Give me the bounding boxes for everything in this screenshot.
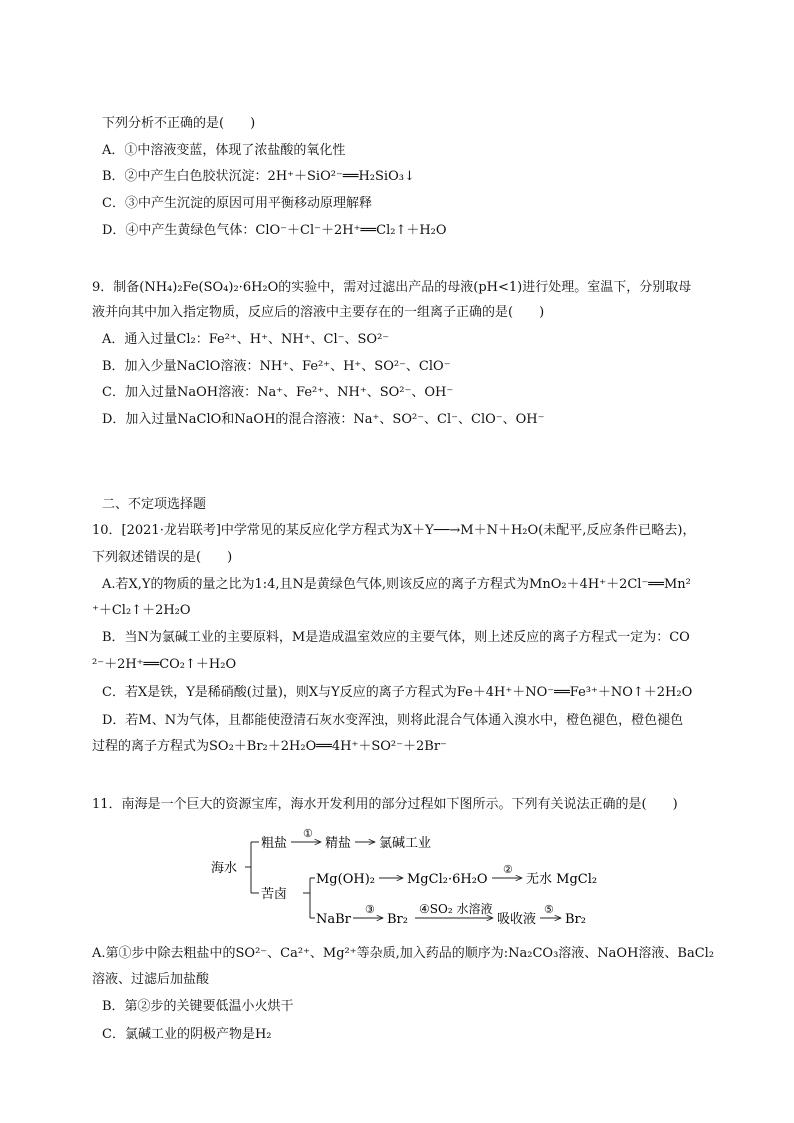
q8-option-b: B．②中产生白色胶状沉淀：2H⁺＋SiO²⁻══H₂SiO₃↓	[102, 169, 415, 184]
q8-option-a: A．①中溶液变蓝，体现了浓盐酸的氧化性	[102, 143, 346, 158]
q11-option-c: C．氯碱工业的阴极产物是H₂	[102, 1027, 272, 1042]
diagram-crude-salt: 粗盐	[261, 836, 288, 851]
diagram-step3: ③	[365, 903, 375, 916]
q9-option-a: A．通入过量Cl₂：Fe²⁺、H⁺、NH⁺、Cl⁻、SO²⁻	[102, 332, 390, 347]
q9-option-d: D．加入过量NaClO和NaOH的混合溶液：Na⁺、SO²⁻、Cl⁻、ClO⁻、OH⁻	[102, 412, 545, 427]
diagram-step2: ②	[503, 863, 513, 876]
section-title: 二、不定项选择题	[102, 497, 207, 512]
q9-option-b: B．加入少量NaClO溶液：NH⁺、Fe²⁺、H⁺、SO²⁻、ClO⁻	[102, 359, 451, 374]
q10-stem-line2: 下列叙述错误的是( )	[92, 550, 233, 565]
diagram-mgoh2: Mg(OH)₂	[316, 872, 375, 887]
diagram-anhydrous-mgcl2: 无水 MgCl₂	[526, 872, 598, 887]
q10-option-a-line1: A.若X,Y的物质的量之比为1:4,且N是黄绿色气体,则该反应的离子方程式为MnO₂＋4H⁺＋2Cl⁻══Mn²	[102, 577, 691, 592]
diagram-absorb-liquid: 吸收液	[497, 912, 537, 927]
q10-option-b-line2: ²⁻＋2H⁺══CO₂↑＋H₂O	[92, 657, 237, 672]
diagram-chlor-alkali: 氯碱工业	[379, 836, 432, 851]
diagram-mgcl2-hydrate: MgCl₂·6H₂O	[407, 872, 488, 887]
q10-stem-line1: 10．[2021·龙岩联考]中学常见的某反应化学方程式为X＋Y──→M＋N＋H₂O(未配平,反应条件已略去)，	[92, 523, 696, 538]
q8-option-d: D．④中产生黄绿色气体：ClO⁻＋Cl⁻＋2H⁺══Cl₂↑＋H₂O	[102, 223, 447, 238]
diagram-seawater: 海水	[211, 861, 238, 876]
diagram-so2-solution: ④SO₂ 水溶液	[419, 902, 493, 916]
q8-option-c: C．③中产生沉淀的原因可用平衡移动原理解释	[102, 196, 372, 211]
diagram-br2-a: Br₂	[387, 912, 408, 927]
diagram-br2-b: Br₂	[565, 912, 586, 927]
seawater-flow-diagram	[205, 822, 625, 934]
diagram-bittern: 苦卤	[261, 887, 288, 902]
q9-stem-line2: 液并向其中加入指定物质，反应后的溶液中主要存在的一组离子正确的是( )	[92, 305, 545, 320]
q10-option-c: C．若X是铁，Y是稀硝酸(过量)，则X与Y反应的离子方程式为Fe＋4H⁺＋NO⁻══Fe³⁺＋NO↑＋2H₂O	[102, 685, 693, 700]
diagram-refined-salt: 精盐	[325, 836, 352, 851]
diagram-step1: ①	[303, 827, 313, 840]
q11-option-a-line1: A.第①步中除去粗盐中的SO²⁻、Ca²⁺、Mg²⁺等杂质,加入药品的顺序为:Na₂CO₃溶液、NaOH溶液、BaCl₂	[92, 946, 715, 961]
q10-option-a-line2: ⁺＋Cl₂↑＋2H₂O	[92, 603, 191, 618]
q9-option-c: C．加入过量NaOH溶液：Na⁺、Fe²⁺、NH⁺、SO²⁻、OH⁻	[102, 385, 454, 400]
q8-stem: 下列分析不正确的是( )	[102, 116, 256, 131]
q10-option-b-line1: B．当N为氯碱工业的主要原料，M是造成温室效应的主要气体，则上述反应的离子方程式一定为：CO	[102, 630, 690, 645]
q11-option-b: B．第②步的关键要低温小火烘干	[102, 999, 294, 1014]
diagram-step5: ⑤	[544, 903, 554, 916]
q9-stem-line1: 9．制备(NH₄)₂Fe(SO₄)₂·6H₂O的实验中，需对过滤出产品的母液(pH<1)进行处理。室温下，分别取母	[92, 280, 692, 295]
diagram-nabr: NaBr	[316, 912, 351, 927]
q11-option-a-line2: 溶液、过滤后加盐酸	[92, 972, 210, 987]
q10-option-d-line1: D．若M、N为气体，且都能使澄清石灰水变浑浊，则将此混合气体通入溴水中，橙色褪色，橙色褪色	[102, 713, 684, 728]
q11-stem: 11．南海是一个巨大的资源宝库，海水开发利用的部分过程如下图所示。下列有关说法正确的是( )	[92, 797, 678, 812]
q10-option-d-line2: 过程的离子方程式为SO₂＋Br₂＋2H₂O══4H⁺＋SO²⁻＋2Br⁻	[92, 739, 447, 754]
